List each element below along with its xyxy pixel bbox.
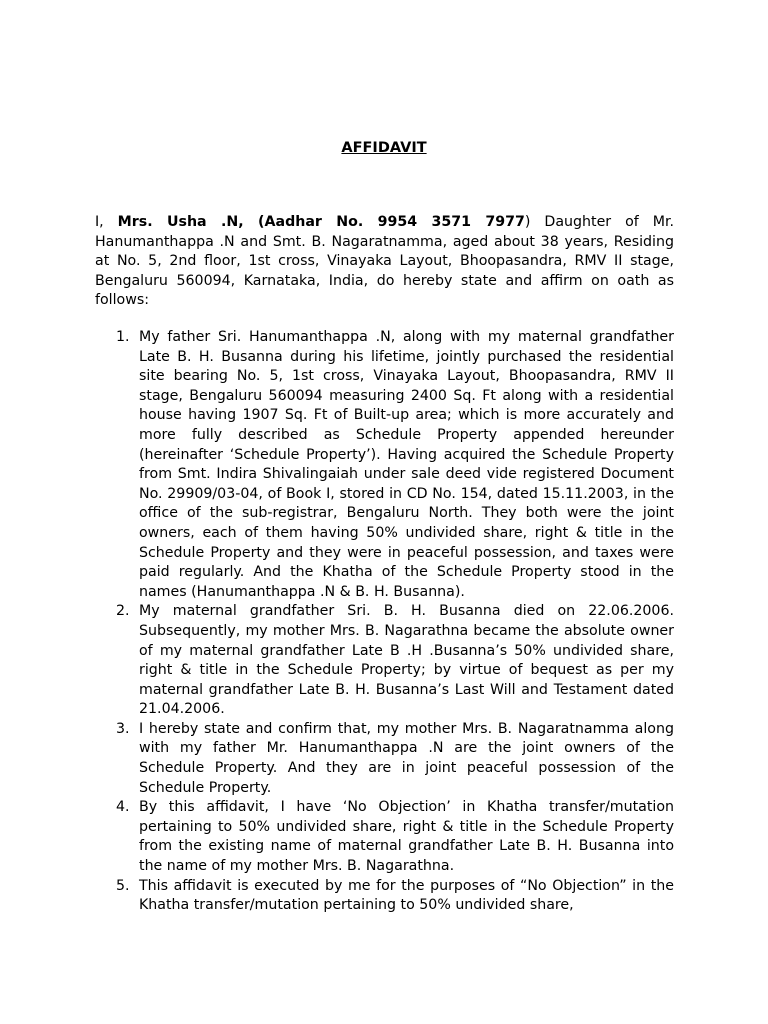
item-number: 1.	[116, 329, 130, 345]
intro-paragraph	[95, 213, 674, 311]
document-title: AFFIDAVIT	[341, 140, 427, 156]
item-text: My father Sri. Hanumanthappa .N, along with my maternal grandfather Late B. H. Busanna during his lifetime, jointly purchased the residential site bearing No. 5, 1st cross, Vinayaka Layout, Bhoopasandra, RMV II stage, Bengaluru 560094 measuring 2400 Sq. Ft along with a residential house having 1907 Sq. Ft of Built-up area; which is more accurately and more fully described as Schedule Property appended hereunder (hereinafter ‘Schedule Property’). Having acquired the Schedule Property from Smt. Indira Shivalingaiah under sale deed vide registered Document No. 29909/03-04, of Book I, stored in CD No. 154, dated 15.11.2003, in the office of the sub-registrar, Bengaluru North. They both were the joint owners, each of them having 50% undivided share, right & title in the Schedule Property and they were in peaceful possession, and taxes were paid regularly. And the Khatha of the Schedule Property stood in the names (Hanumanthappa .N & B. H. Busanna).	[139, 329, 674, 600]
item-number: 3.	[116, 720, 130, 737]
item-text: My maternal grandfather Sri. B. H. Busanna died on 22.06.2006. Subsequently, my mother Mrs. B. Nagarathna became the absolute owner of my maternal grandfather Late B .H .Busanna’s 50% undivided share, right & title in the Schedule Property; by virtue of bequest as per my maternal grandfather Late B. H. Busanna’s Last Will and Testament dated 21.04.2006.	[139, 603, 674, 718]
list-item	[95, 877, 674, 916]
item-number: 5.	[116, 877, 130, 894]
item-number: 2.	[116, 603, 130, 620]
list-item	[95, 720, 674, 798]
statement-list	[95, 328, 674, 916]
item-number: 4.	[116, 799, 130, 816]
intro-rest: ) Daughter of Mr. Hanumanthappa .N and Smt. B. Nagaratnamma, aged about 38 years, Residing at No. 5, 2nd floor, 1st cross, Vinayaka Layout, Bhoopasandra, RMV II stage, Bengaluru 560094, Karnataka, India, do hereby state and affirm on oath as follows:	[95, 214, 674, 309]
deponent-name: Mrs. Usha .N, (Aadhar No. 9954 3571 7977	[117, 214, 525, 230]
list-item	[95, 602, 674, 720]
list-item	[95, 328, 674, 602]
item-text: This affidavit is executed by me for the purposes of “No Objection” in the Khatha transfer/mutation pertaining to 50% undivided share,	[139, 877, 674, 914]
intro-prefix: I,	[95, 214, 118, 230]
item-text: I hereby state and confirm that, my mother Mrs. B. Nagaratnamma along with my father Mr. Hanumanthappa .N are the joint owners of the Schedule Property. And they are in joint peaceful possession of the Schedule Property.	[139, 720, 674, 796]
list-item	[95, 798, 674, 876]
item-text: By this affidavit, I have ‘No Objection’ in Khatha transfer/mutation pertaining to 50% undivided share, right & title in the Schedule Property from the existing name of maternal grandfather Late B. H. Busanna into the name of my mother Mrs. B. Nagarathna.	[139, 799, 674, 875]
